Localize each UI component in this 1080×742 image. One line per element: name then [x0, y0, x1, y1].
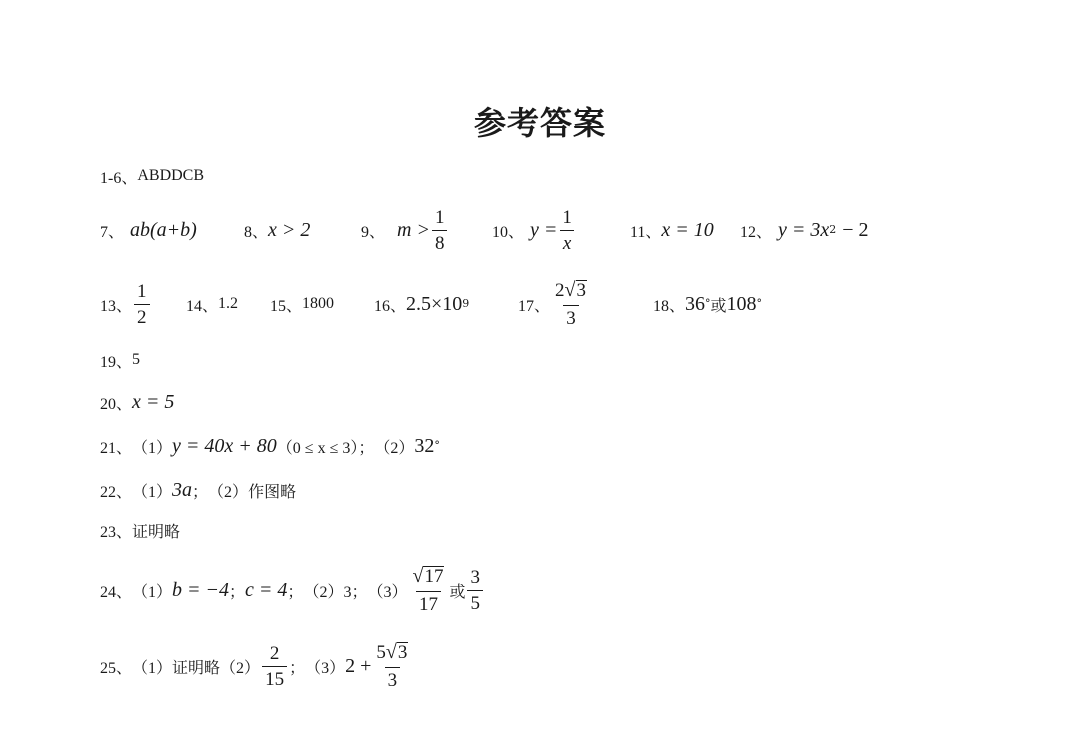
answer-label: 25、 [100, 659, 133, 677]
answer-lead: 2 + [345, 654, 372, 677]
separator: ； [289, 659, 306, 677]
radical-icon: √ [564, 279, 576, 302]
answer-15 [270, 274, 334, 334]
answer-label: 7、 [100, 223, 125, 241]
answer-row-25 [0, 636, 1080, 696]
answer-label: 10、 [492, 223, 525, 241]
radical-icon: √ [385, 641, 397, 664]
answer-label: 11、 [630, 223, 662, 241]
denominator: 17 [416, 591, 441, 614]
answer-7 [100, 200, 197, 260]
answer-label: 14、 [186, 297, 219, 315]
answer-label: 13、 [100, 297, 133, 315]
radical-icon: √ [412, 565, 424, 588]
answer-16: 16、 2.5×10 9 [374, 292, 470, 315]
answer-1-6 [100, 146, 204, 206]
part-2-label: （2） [374, 439, 415, 457]
numerator [373, 642, 411, 667]
square-root [565, 280, 587, 302]
part-1-label: （1） [132, 439, 173, 457]
answer-lhs: y = 3x [778, 218, 830, 241]
fraction [134, 282, 150, 327]
or-word: 或 [449, 583, 466, 601]
answer-label: 21、 [100, 439, 133, 457]
fraction [373, 642, 411, 690]
separator: ； [192, 483, 209, 501]
answer-value: 2.5×10 [406, 292, 463, 315]
answer-label: 8、 [244, 223, 269, 241]
radicand: 3 [397, 642, 408, 664]
answer-24 [100, 560, 485, 620]
answer-11 [630, 200, 714, 260]
separator: ； [287, 583, 304, 601]
answer-value: y = 40x + 80 [172, 434, 277, 457]
answer-value-1: 36 [685, 292, 706, 315]
answer-value-2: 32 [414, 434, 435, 457]
answer-label: 1-6、 [100, 169, 138, 187]
answer-value: x = 5 [132, 390, 175, 413]
answer-label: 12、 [740, 223, 773, 241]
answer-12: 12、 y = 3x 2 − 2 [740, 218, 869, 241]
answer-value: 5 [132, 351, 141, 368]
answer-value-b: b = −4 [172, 578, 230, 601]
answer-21: 21、 （1） y = 40x + 80 （0 ≤ x ≤ 3）； （2） 32 ° [100, 434, 440, 457]
answer-lhs: m > [397, 218, 430, 241]
part-3-label: （3） [367, 583, 408, 601]
or-word: 或 [710, 297, 727, 315]
answer-value-c: c = 4 [245, 578, 288, 601]
denominator: 15 [262, 666, 287, 689]
answer-10 [492, 200, 577, 260]
answer-label: 20、 [100, 395, 133, 413]
answer-23 [100, 500, 180, 560]
answer-value: ABDDCB [137, 167, 205, 184]
answer-label: 18、 [653, 297, 686, 315]
numerator: 2 [269, 642, 280, 664]
answer-label: 9、 [361, 223, 386, 241]
page-title: 参考答案 [473, 104, 606, 142]
answer-label: 22、 [100, 483, 133, 501]
coefficient: 5 [376, 642, 386, 664]
part-3-label: （3） [305, 659, 346, 677]
numerator: 1 [434, 206, 445, 228]
answer-17 [518, 274, 592, 334]
answer-lhs: y = [530, 218, 558, 241]
answer-value-2: 108 [726, 292, 757, 315]
fraction [432, 208, 448, 253]
fraction [559, 208, 575, 253]
numerator [409, 566, 447, 591]
answer-13 [100, 274, 152, 334]
answer-row-23 [0, 500, 1080, 560]
answer-row-1-6 [0, 146, 1080, 206]
part-2-label: （2） [208, 483, 249, 501]
numerator: 1 [562, 206, 572, 228]
denominator: x [560, 230, 574, 253]
denominator: 5 [467, 590, 483, 613]
answer-value-1: 证明略 [172, 659, 221, 677]
answer-rhs: − 2 [842, 218, 869, 241]
answer-label: 17、 [518, 297, 551, 315]
answer-condition: （0 ≤ x ≤ 3）； [276, 439, 375, 457]
numerator: 3 [470, 566, 480, 588]
denominator: 3 [563, 305, 579, 328]
square-root [386, 642, 408, 664]
numerator: 1 [137, 280, 147, 302]
answer-value: x = 10 [661, 218, 714, 241]
fraction [409, 566, 447, 614]
part-1-label: （1） [132, 583, 173, 601]
radicand: 3 [576, 280, 586, 302]
separator: ； [229, 583, 246, 601]
answer-label: 19、 [100, 353, 133, 371]
answer-value-2: 作图略 [248, 483, 297, 501]
part-1-label: （1） [132, 659, 173, 677]
denominator: 8 [432, 230, 448, 253]
answer-value: 3a [172, 478, 193, 501]
denominator: 3 [385, 667, 401, 690]
fraction [262, 644, 287, 689]
denominator: 2 [134, 304, 150, 327]
radicand: 17 [424, 566, 444, 588]
square-root [412, 566, 444, 588]
answer-value: ab(a+b) [130, 218, 197, 241]
answer-label: 16、 [374, 297, 407, 315]
answer-value-2: 3； [343, 583, 368, 601]
coefficient: 2 [555, 280, 565, 302]
part-2-label: （2） [303, 583, 344, 601]
answer-9 [361, 200, 449, 260]
answer-label: 15、 [270, 297, 303, 315]
answer-label: 23、 [100, 523, 133, 541]
answer-25 [100, 636, 413, 696]
answer-8 [244, 200, 310, 260]
numerator [552, 280, 590, 305]
answer-value: 1.2 [218, 295, 239, 312]
answer-row-24 [0, 560, 1080, 620]
answer-row-13-18 [0, 274, 1080, 334]
answer-14 [186, 274, 238, 334]
fraction [467, 568, 483, 613]
answer-value: 证明略 [132, 523, 181, 541]
part-2-label: （2） [220, 659, 261, 677]
answer-row-7-12 [0, 200, 1080, 260]
part-1-label: （1） [132, 483, 173, 501]
answer-value: x > 2 [268, 218, 311, 241]
answer-label: 24、 [100, 583, 133, 601]
answer-18: 18、 36 ° 或 108 ° [653, 292, 763, 315]
answer-value: 1800 [302, 295, 335, 312]
fraction [552, 280, 590, 328]
